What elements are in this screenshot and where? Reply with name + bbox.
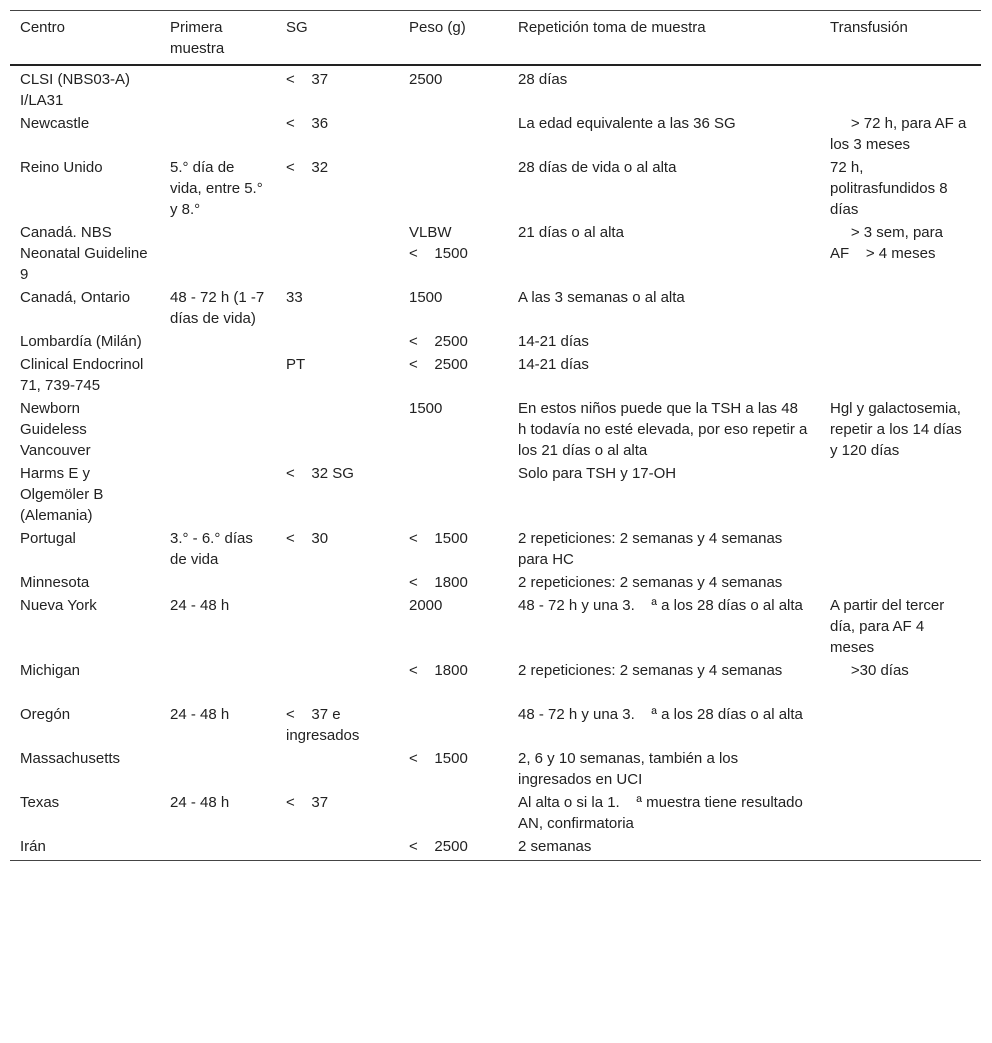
- cell-sg: [276, 571, 399, 594]
- table-header-row: [10, 11, 981, 66]
- cell-centro: Canadá, Ontario: [20, 289, 131, 306]
- cell-centro: Massachusetts: [20, 750, 121, 767]
- table-row: [10, 156, 981, 221]
- cell-centro: Michigan: [20, 662, 81, 679]
- table-row: [10, 594, 981, 659]
- cell-repeticion: Solo para TSH y 17-OH: [518, 465, 677, 482]
- cell-sg: [276, 747, 399, 791]
- cell-sg: 33: [286, 289, 303, 306]
- cell-repeticion: 14-21 días: [518, 333, 589, 350]
- cell-transfusion: A partir del tercer día, para AF 4 meses: [830, 597, 949, 656]
- cell-peso: [399, 112, 508, 156]
- cell-centro: Nueva York: [20, 597, 97, 614]
- table-row: [10, 835, 981, 861]
- cell-centro: Harms E y Olgemöler B (Alemania): [20, 465, 108, 524]
- cell-transfusion: [820, 330, 981, 353]
- table-row: [10, 221, 981, 286]
- header-repeticion: Repetición toma de muestra: [518, 19, 706, 36]
- table-row: [10, 703, 981, 747]
- cell-primera-muestra: [160, 397, 276, 462]
- cell-centro: Irán: [20, 838, 46, 855]
- cell-centro: CLSI (NBS03-A) I/LA31: [20, 71, 135, 109]
- cell-transfusion: [820, 791, 981, 835]
- table-row: [10, 462, 981, 527]
- cell-peso: < 2500: [409, 333, 468, 350]
- cell-primera-muestra: 24 - 48 h: [170, 597, 230, 614]
- cell-repeticion: 2 semanas: [518, 838, 592, 855]
- cell-transfusion: >30 días: [830, 662, 909, 679]
- cell-peso: [399, 462, 508, 527]
- cell-peso: [399, 156, 508, 221]
- cell-primera-muestra: 5.° día de vida, entre 5.° y 8.°: [170, 159, 267, 218]
- screening-table: [10, 10, 981, 861]
- cell-centro: Lombardía (Milán): [20, 333, 142, 350]
- cell-repeticion: En estos niños puede que la TSH a las 48 h todavía no esté elevada, por eso repetir a los 21 días o al alta: [518, 400, 812, 459]
- cell-repeticion: 48 - 72 h y una 3. ª a los 28 días o al alta: [518, 597, 803, 614]
- cell-repeticion: 2, 6 y 10 semanas, también a los ingresados en UCI: [518, 750, 743, 788]
- cell-transfusion: [820, 527, 981, 571]
- table-row: [10, 353, 981, 397]
- cell-transfusion: [820, 462, 981, 527]
- cell-primera-muestra: [160, 747, 276, 791]
- cell-sg: < 37: [286, 794, 329, 811]
- table-row: [10, 747, 981, 791]
- cell-transfusion: [820, 835, 981, 861]
- cell-peso: < 2500: [409, 838, 468, 855]
- cell-sg: < 36: [286, 115, 329, 132]
- cell-peso: < 1500: [409, 530, 468, 547]
- cell-centro: Portugal: [20, 530, 76, 547]
- cell-centro: Clinical Endocrinol 71, 739-745: [20, 356, 148, 394]
- cell-peso: 1500: [409, 289, 443, 306]
- cell-centro: Texas: [20, 794, 60, 811]
- cell-centro: Newcastle: [20, 115, 90, 132]
- table-row: [10, 397, 981, 462]
- cell-transfusion: [820, 353, 981, 397]
- header-sg: SG: [286, 19, 308, 36]
- cell-repeticion: 28 días de vida o al alta: [518, 159, 677, 176]
- cell-primera-muestra: [160, 659, 276, 703]
- cell-centro: Newborn Guideless Vancouver: [20, 400, 91, 459]
- header-primera-muestra: Primera muestra: [170, 19, 225, 57]
- cell-primera-muestra: [160, 330, 276, 353]
- cell-repeticion: 2 repeticiones: 2 semanas y 4 semanas para HC: [518, 530, 787, 568]
- cell-transfusion: [820, 703, 981, 747]
- cell-sg: < 30: [286, 530, 329, 547]
- cell-sg: [276, 221, 399, 286]
- cell-sg: < 32 SG: [286, 465, 354, 482]
- cell-centro: Reino Unido: [20, 159, 103, 176]
- cell-sg: [276, 835, 399, 861]
- cell-primera-muestra: 24 - 48 h: [170, 706, 230, 723]
- cell-repeticion: 2 repeticiones: 2 semanas y 4 semanas: [518, 662, 783, 679]
- cell-transfusion: [820, 286, 981, 330]
- table-row: [10, 286, 981, 330]
- cell-transfusion: Hgl y galactosemia, repetir a los 14 días y 120 días: [830, 400, 966, 459]
- cell-primera-muestra: [160, 65, 276, 112]
- cell-repeticion: La edad equivalente a las 36 SG: [518, 115, 736, 132]
- header-centro: Centro: [20, 19, 66, 36]
- cell-sg: [276, 594, 399, 659]
- header-transfusion: Transfusión: [830, 19, 908, 36]
- header-peso: Peso (g): [409, 19, 466, 36]
- cell-primera-muestra: 48 - 72 h (1 -7 días de vida): [170, 289, 269, 327]
- cell-primera-muestra: [160, 571, 276, 594]
- cell-centro: Oregón: [20, 706, 71, 723]
- table-row: [10, 65, 981, 112]
- cell-repeticion: 14-21 días: [518, 356, 589, 373]
- cell-peso: 2000: [409, 597, 443, 614]
- cell-primera-muestra: [160, 112, 276, 156]
- table-row: [10, 659, 981, 703]
- cell-repeticion: A las 3 semanas o al alta: [518, 289, 685, 306]
- table-row: [10, 330, 981, 353]
- cell-sg: [276, 659, 399, 703]
- cell-transfusion: 72 h, politrasfundidos 8 días: [830, 159, 952, 218]
- cell-transfusion: [820, 65, 981, 112]
- cell-sg: < 37 e ingresados: [286, 706, 360, 744]
- cell-peso: VLBW < 1500: [409, 224, 468, 262]
- cell-repeticion: 48 - 72 h y una 3. ª a los 28 días o al alta: [518, 706, 803, 723]
- cell-repeticion: Al alta o si la 1. ª muestra tiene resultado AN, confirmatoria: [518, 794, 807, 832]
- cell-peso: < 1800: [409, 662, 468, 679]
- cell-repeticion: 21 días o al alta: [518, 224, 624, 241]
- cell-transfusion: > 72 h, para AF a los 3 meses: [830, 115, 971, 153]
- cell-peso: < 1500: [409, 750, 468, 767]
- cell-centro: Canadá. NBS Neonatal Guideline 9: [20, 224, 152, 283]
- table-row: [10, 527, 981, 571]
- cell-sg: < 37: [286, 71, 329, 88]
- cell-repeticion: 28 días: [518, 71, 568, 88]
- cell-primera-muestra: [160, 353, 276, 397]
- cell-peso: < 2500: [409, 356, 468, 373]
- cell-peso: 1500: [409, 400, 443, 417]
- cell-primera-muestra: 3.° - 6.° días de vida: [170, 530, 258, 568]
- table-row: [10, 571, 981, 594]
- cell-peso: < 1800: [409, 574, 468, 591]
- cell-transfusion: [820, 747, 981, 791]
- cell-peso: [399, 703, 508, 747]
- cell-repeticion: 2 repeticiones: 2 semanas y 4 semanas: [518, 574, 783, 591]
- cell-peso: 2500: [409, 71, 443, 88]
- cell-sg: < 32: [286, 159, 329, 176]
- cell-primera-muestra: [160, 835, 276, 861]
- cell-primera-muestra: [160, 462, 276, 527]
- cell-sg: [276, 330, 399, 353]
- table-body: [10, 65, 981, 861]
- cell-primera-muestra: 24 - 48 h: [170, 794, 230, 811]
- table-row: [10, 791, 981, 835]
- cell-sg: [276, 397, 399, 462]
- cell-centro: Minnesota: [20, 574, 90, 591]
- cell-sg: PT: [286, 356, 306, 373]
- cell-transfusion: > 3 sem, para AF > 4 meses: [830, 224, 947, 262]
- cell-peso: [399, 791, 508, 835]
- cell-primera-muestra: [160, 221, 276, 286]
- cell-transfusion: [820, 571, 981, 594]
- table-row: [10, 112, 981, 156]
